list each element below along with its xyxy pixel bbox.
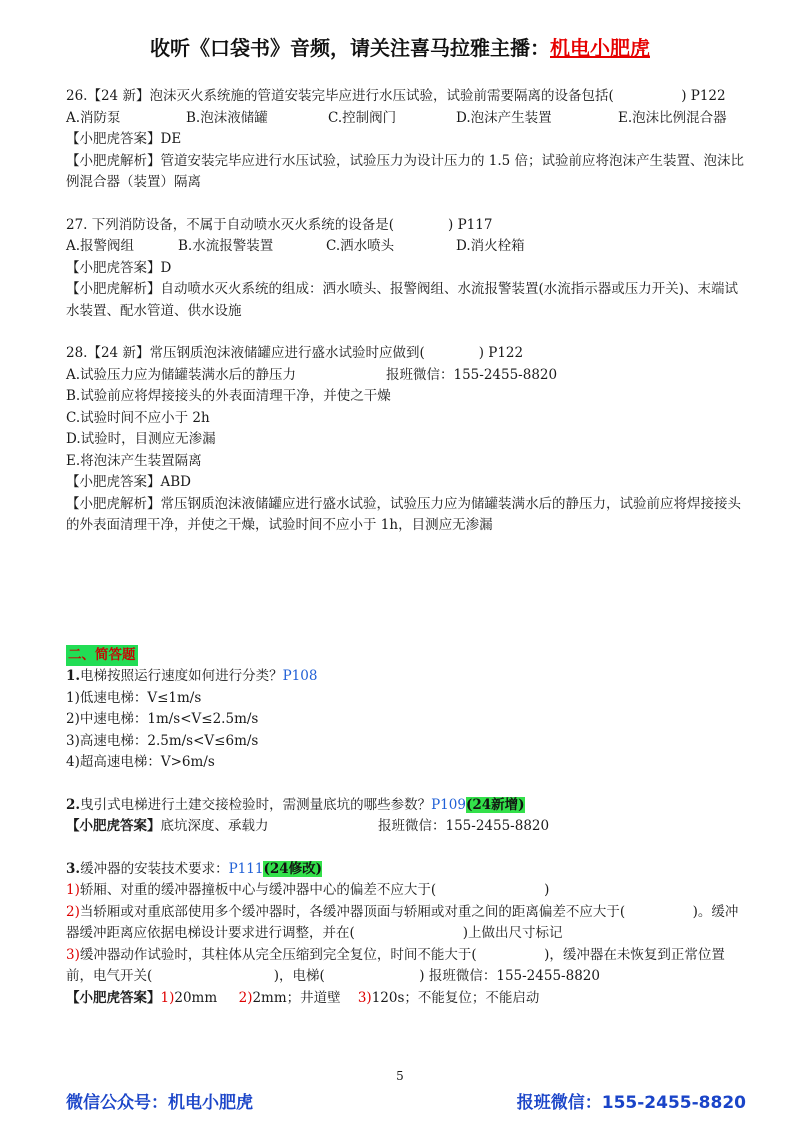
s2-question — [66, 795, 746, 817]
s2-answer-label: 【小肥虎答案】 — [66, 818, 161, 834]
page-footer — [66, 1088, 746, 1113]
s1-item: 3)高速电梯：2.5m/s<V≤6m/s — [66, 732, 259, 749]
s1-stem: 电梯按照运行速度如何进行分类？ — [80, 668, 283, 684]
s3-line-3-text: 缓冲器动作试验时，其柱体从完全压缩到完全复位，时间不能大于( )，缓冲器在未恢复到正常位置前，电气开关( )，电梯( ) 报班微信：155-2455-8820 — [66, 946, 725, 984]
q27-analysis: 【小肥虎解析】自动喷水灭火系统的组成：洒水喷头、报警阀组、水流报警装置(水流指示器或压力开关)、末端试水装置、配水管道、供水设施 — [66, 281, 739, 319]
page-number: 5 — [396, 1069, 404, 1083]
s1-item: 1)低速电梯：V≤1m/s — [66, 689, 202, 706]
s3-line-1 — [66, 880, 746, 902]
s2-answer: 底坑深度、承载力 — [160, 818, 269, 834]
s2-answer-row — [66, 816, 746, 838]
header-brand-link[interactable]: 机电小肥虎 — [550, 36, 650, 60]
q28-answer: 【小肥虎答案】ABD — [66, 474, 191, 490]
s1-question — [66, 666, 746, 688]
section-title: 二、简答题 — [66, 645, 138, 667]
s3-line-1-text: 轿厢、对重的缓冲器撞板中心与缓冲器中心的偏差不应大于( ) — [79, 882, 550, 898]
s3-answer-2: 2mm；井道壁 — [252, 989, 341, 1006]
s3-answer-3: 120s；不能复位；不能启动 — [371, 989, 540, 1006]
q26-option-d: D.泡沫产生装置 — [456, 109, 552, 126]
page-header — [0, 32, 800, 61]
q28-option-c: C.试验时间不应小于 2h — [66, 409, 210, 426]
s3-line-2-text: 当轿厢或对重底部使用多个缓冲器时，各缓冲器顶面与轿厢或对重之间的距离偏差不应大于( )。缓冲器缓冲距离应依据电梯设计要求进行调整，并在( )上做出尺寸标记 — [66, 903, 739, 941]
q26-stem: 26.【24 新】泡沫灭火系统施的管道安装完毕应进行水压试验，试验前需要隔离的设备包括( ) P122 — [66, 88, 726, 104]
s2-tag-badge: (24新增) — [465, 796, 525, 813]
q28-option-a: A.试验压力应为储罐装满水后的静压力 — [66, 366, 297, 383]
s3-line-2 — [66, 902, 746, 945]
s1-item: 4)超高速电梯：V>6m/s — [66, 754, 215, 770]
s3-page-ref: P111 — [228, 860, 264, 877]
s2-number: 2. — [66, 796, 81, 813]
q28-option-e: E.将泡沫产生装置隔离 — [66, 452, 202, 469]
q27-option-a: A.报警阀组 — [66, 238, 135, 254]
s3-stem: 缓冲器的安装技术要求： — [80, 860, 229, 877]
q28-option-b: B.试验前应将焊接接头的外表面清理干净，并使之干燥 — [66, 388, 391, 404]
s2-page-ref: P109 — [431, 796, 466, 813]
s2-contact: 报班微信：155-2455-8820 — [378, 818, 550, 834]
q28-contact: 报班微信：155-2455-8820 — [386, 366, 558, 383]
q27-stem: 27. 下列消防设备，不属于自动喷水灭火系统的设备是( ) P117 — [66, 216, 493, 233]
s1-item: 2)中速电梯：1m/s<V≤2.5m/s — [66, 711, 259, 727]
q27-option-c: C.洒水喷头 — [326, 238, 395, 254]
s3-tag-badge: (24修改) — [263, 860, 323, 877]
q27-options — [66, 236, 746, 258]
s1-page-ref: P108 — [282, 668, 318, 684]
header-prefix: 收听《口袋书》音频，请关注喜马拉雅主播： — [150, 36, 550, 60]
q28-option-d: D.试验时，目测应无渗漏 — [66, 431, 216, 447]
s3-answer-label: 【小肥虎答案】 — [66, 989, 161, 1006]
q28-option-a-row — [66, 365, 746, 387]
footer-contact: 报班微信：155-2455-8820 — [516, 1093, 746, 1113]
q28-stem: 28.【24 新】常压钢质泡沫液储罐应进行盛水试验时应做到( ) P122 — [66, 345, 524, 361]
q26-option-a: A.消防泵 — [66, 109, 121, 126]
s3-line-3-number: 3) — [66, 946, 80, 963]
q26-option-b: B.泡沫液储罐 — [186, 109, 268, 126]
s3-answer-1-number: 1) — [160, 989, 175, 1006]
q28-analysis: 【小肥虎解析】常压钢质泡沫液储罐应进行盛水试验，试验压力应为储罐装满水后的静压力，试验前应将焊接接头的外表面清理干净，并使之干燥，试验时间不应小于 1h，目测应无渗漏 — [66, 495, 741, 533]
q26-option-c: C.控制阀门 — [328, 109, 397, 126]
footer-wechat-account: 微信公众号：机电小肥虎 — [66, 1093, 253, 1113]
document-body — [66, 86, 746, 1009]
s3-number: 3. — [66, 860, 81, 877]
s3-answer-3-number: 3) — [357, 989, 372, 1006]
q26-analysis: 【小肥虎解析】管道安装完毕应进行水压试验，试验压力为设计压力的 1.5 倍；试验前应将泡沫产生装置、泡沫比例混合器（装置）隔离 — [66, 152, 745, 190]
q26-option-e: E.泡沫比例混合器 — [618, 109, 727, 126]
s3-answer-row — [66, 988, 746, 1010]
q27-answer: 【小肥虎答案】D — [66, 259, 172, 276]
s3-answer-1: 20mm — [174, 989, 218, 1006]
s3-answer-2-number: 2) — [238, 989, 253, 1006]
s3-line-2-number: 2) — [66, 903, 80, 920]
s3-question — [66, 859, 746, 881]
s2-stem: 曳引式电梯进行土建交接检验时，需测量底坑的哪些参数？ — [80, 796, 432, 813]
q26-answer: 【小肥虎答案】DE — [66, 131, 182, 147]
q27-option-b: B.水流报警装置 — [178, 238, 274, 254]
q26-options — [66, 108, 746, 130]
s1-number: 1. — [66, 668, 81, 684]
s3-line-1-number: 1) — [66, 882, 80, 898]
q27-option-d: D.消火栓箱 — [456, 238, 525, 254]
s3-line-3 — [66, 945, 746, 988]
